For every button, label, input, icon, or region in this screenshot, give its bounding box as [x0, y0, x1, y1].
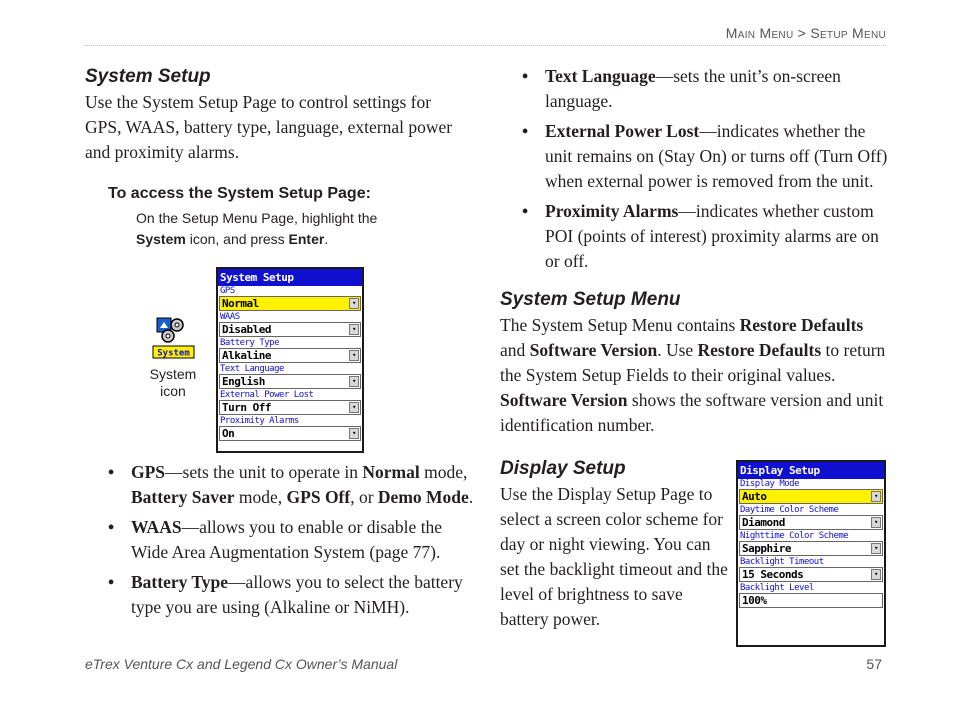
- list-item-waas: [100, 515, 480, 565]
- list-item-battery-type: [100, 570, 480, 620]
- gps-text-3: mode,: [234, 487, 287, 507]
- system-field-label: Battery Type: [220, 338, 280, 348]
- procedure-step-enter: Enter: [288, 231, 325, 247]
- term-waas: WAAS: [131, 517, 182, 537]
- display-screen-title: Display Setup: [738, 462, 884, 479]
- dropdown-arrow-icon: ▾: [871, 491, 881, 502]
- term-external-power-lost: External Power Lost: [545, 121, 700, 141]
- display-field-label: Backlight Timeout: [740, 557, 824, 567]
- gps-text-5: .: [468, 487, 474, 507]
- system-field-label: Proximity Alarms: [220, 416, 299, 426]
- system-field-value-text: Alkaline: [222, 349, 271, 362]
- gps-battery-saver: Battery Saver: [131, 487, 235, 507]
- dropdown-arrow-icon: ▾: [349, 402, 359, 413]
- bullet-dot: •: [522, 121, 529, 141]
- display-field-value-text: 15 Seconds: [742, 568, 804, 581]
- system-field-value-text: Turn Off: [222, 401, 271, 414]
- system-icon-badge: System: [157, 348, 190, 359]
- menu-text-1: The System Setup Menu contains: [500, 315, 740, 335]
- menu-text-4: to return the System Setup Fields to their original values.: [500, 340, 886, 385]
- term-gps: GPS: [131, 462, 166, 482]
- system-screen-fields: [218, 286, 362, 441]
- procedure-step-text-2: icon, and press: [185, 231, 289, 247]
- dropdown-arrow-icon: ▾: [871, 569, 881, 580]
- list-item-text-language: [500, 64, 890, 114]
- text-language-text: —sets the unit’s on-screen language.: [545, 66, 841, 111]
- system-field-value-text: English: [222, 375, 265, 388]
- gps-demo-mode: Demo Mode: [377, 487, 469, 507]
- display-field-value-text: Auto: [742, 490, 767, 503]
- system-field-value: [219, 322, 361, 337]
- menu-software-version: Software Version: [529, 340, 658, 360]
- battery-type-text: —allows you to select the battery type you are using (Alkaline or NiMH).: [131, 572, 463, 617]
- system-setup-heading: System Setup: [85, 66, 211, 87]
- system-field-value: [219, 348, 361, 363]
- bullet-dot: •: [108, 462, 115, 482]
- system-field-label: WAAS: [220, 312, 240, 322]
- gps-text-4: , or: [350, 487, 378, 507]
- breadcrumb: Main Menu > Setup Menu: [725, 25, 886, 41]
- bullet-dot: •: [108, 572, 115, 592]
- system-field-label: Text Language: [220, 364, 284, 374]
- display-field-label: Nighttime Color Scheme: [740, 531, 849, 541]
- system-field-value: [219, 400, 361, 415]
- menu-text-5: shows the software version and unit identification number.: [500, 390, 884, 435]
- list-item-gps: [100, 460, 480, 510]
- term-battery-type: Battery Type: [131, 572, 229, 592]
- display-setup-screen: [736, 460, 886, 647]
- term-proximity-alarms: Proximity Alarms: [545, 201, 679, 221]
- display-setup-heading: Display Setup: [500, 458, 626, 479]
- procedure-step-system: System: [136, 231, 186, 247]
- gps-text-2: mode,: [419, 462, 468, 482]
- gps-off: GPS Off: [286, 487, 351, 507]
- display-field-value: [739, 593, 883, 608]
- footer-manual-title: eTrex Venture Cx and Legend Cx Owner’s Manual: [85, 656, 398, 672]
- list-item-external-power-lost: [500, 119, 890, 194]
- display-field-value-text: Sapphire: [742, 542, 791, 555]
- system-setup-intro: Use the System Setup Page to control settings for GPS, WAAS, battery type, language, external power and proximity alarms.: [85, 92, 453, 162]
- display-field-value-text: Diamond: [742, 516, 785, 529]
- system-field-value: [219, 374, 361, 389]
- display-field-value: [739, 515, 883, 530]
- menu-software-version-2: Software Version: [500, 390, 628, 410]
- display-field-label: Display Mode: [740, 479, 800, 489]
- dropdown-arrow-icon: ▾: [349, 298, 359, 309]
- display-setup-text: Use the Display Setup Page to select a screen color scheme for day or night viewing. You can set the backlight timeout and the level of brightness to save battery power.: [500, 484, 728, 629]
- external-power-lost-text: —indicates whether the unit remains on (Stay On) or turns off (Turn Off) when external power is removed from the unit.: [545, 121, 888, 191]
- system-field-label: GPS: [220, 286, 235, 296]
- system-setup-screen: [216, 267, 364, 453]
- gps-normal: Normal: [362, 462, 420, 482]
- system-field-value-text: Disabled: [222, 323, 271, 336]
- dropdown-arrow-icon: ▾: [871, 517, 881, 528]
- display-field-value-text: 100%: [742, 594, 767, 607]
- bullet-dot: •: [522, 201, 529, 221]
- dropdown-arrow-icon: ▾: [349, 376, 359, 387]
- display-field-value: [739, 567, 883, 582]
- system-field-label: External Power Lost: [220, 390, 314, 400]
- list-item-proximity-alarms: [500, 199, 890, 274]
- page-number: 57: [866, 656, 882, 672]
- system-setup-menu-heading: System Setup Menu: [500, 289, 681, 310]
- system-field-value: [219, 426, 361, 441]
- display-screen-fields: [738, 479, 884, 608]
- dropdown-arrow-icon: ▾: [349, 428, 359, 439]
- bullet-dot: •: [108, 517, 115, 537]
- system-screen-title: System Setup: [218, 269, 362, 286]
- display-field-value: [739, 541, 883, 556]
- system-field-value-text: Normal: [222, 297, 259, 310]
- bullet-dot: •: [522, 66, 529, 86]
- menu-text-2: and: [500, 340, 530, 360]
- system-setup-menu-text: [500, 313, 890, 438]
- menu-text-3: . Use: [657, 340, 698, 360]
- menu-restore-defaults-2: Restore Defaults: [697, 340, 822, 360]
- display-field-label: Daytime Color Scheme: [740, 505, 839, 515]
- menu-restore-defaults: Restore Defaults: [739, 315, 864, 335]
- display-field-value: [739, 489, 883, 504]
- procedure-step-text-3: .: [324, 231, 329, 247]
- procedure-step-text-1: On the Setup Menu Page, highlight the: [136, 210, 378, 226]
- proximity-alarms-text: —indicates whether custom POI (points of interest) proximity alarms are on or off.: [545, 201, 879, 271]
- waas-text: —allows you to enable or disable the Wide Area Augmentation System (page 77).: [131, 517, 443, 562]
- dropdown-arrow-icon: ▾: [871, 543, 881, 554]
- procedure-step: [136, 208, 436, 250]
- dropdown-arrow-icon: ▾: [349, 324, 359, 335]
- procedure-title: To access the System Setup Page:: [108, 185, 371, 202]
- system-field-value-text: On: [222, 427, 235, 440]
- left-bullet-list: [100, 460, 480, 625]
- system-icon-label: System icon: [149, 366, 197, 399]
- system-field-value: [219, 296, 361, 311]
- display-field-label: Backlight Level: [740, 583, 814, 593]
- gps-text-1: —sets the unit to operate in: [165, 462, 363, 482]
- dropdown-arrow-icon: ▾: [349, 350, 359, 361]
- term-text-language: Text Language: [545, 66, 656, 86]
- right-bullet-list: [500, 64, 890, 279]
- header-divider: [85, 45, 886, 46]
- system-icon: [152, 316, 196, 360]
